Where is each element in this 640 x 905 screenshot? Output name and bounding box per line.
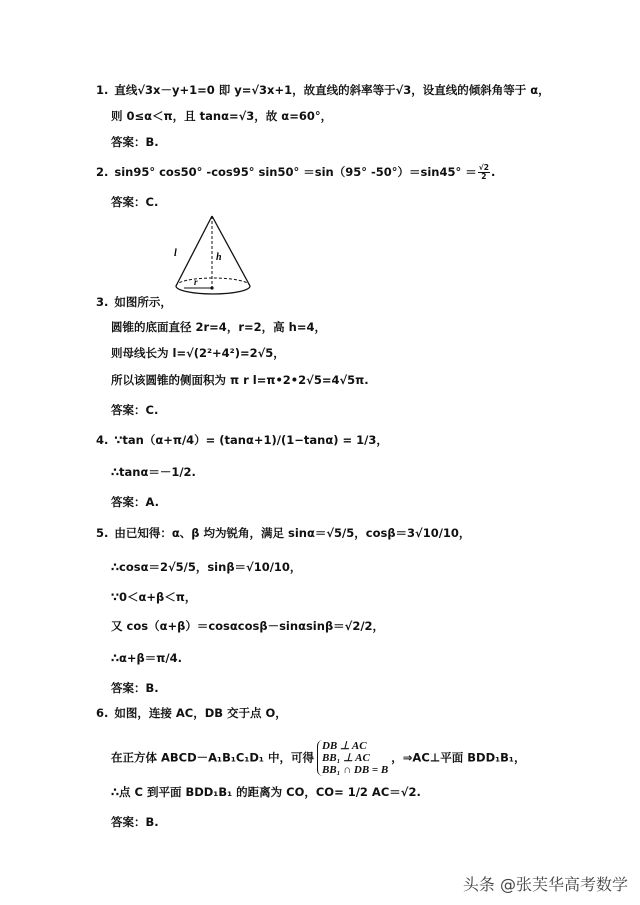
brace-condition: BB₁ ⊥ AC (321, 752, 370, 764)
item-6-line-1 (96, 705, 287, 721)
item-text: sin95° cos50° -cos95° sin50° ＝sin（95° -50°）＝sin45° ＝ (114, 165, 477, 179)
item-4-answer: 答案：A. (111, 495, 159, 509)
item-number: 6. (96, 706, 109, 720)
brace-condition: BB₁ ∩ DB = B (321, 764, 389, 776)
item-text: 如图所示， (114, 295, 172, 309)
item-1-answer: 答案：B. (111, 135, 159, 149)
item-3-line-2: 圆锥的底面直径 2r=4，r=2，高 h=4， (111, 320, 326, 334)
item-6-line-3: ∴点 C 到平面 BDD₁B₁ 的距离为 CO，CO= 1/2 AC＝√2. (111, 785, 421, 799)
label-l: l (174, 248, 177, 259)
item-2-answer: 答案：C. (111, 195, 159, 209)
condition-brace (317, 740, 388, 776)
item-5-line-3: ∵0＜α+β＜π， (111, 590, 197, 604)
item-text: 如图，连接 AC，DB 交于点 O， (114, 706, 287, 720)
item-number: 4. (96, 433, 109, 447)
item-number: 1. (96, 83, 109, 97)
item-3-line-4: 所以该圆锥的侧面积为 π r l=π•2•2√5=4√5π. (111, 373, 369, 387)
label-r: r (194, 277, 198, 287)
item-2-line-1 (96, 164, 495, 181)
item-5-line-4: 又 cos（α+β）＝cosαcosβ－sinαsinβ＝√2/2， (111, 619, 385, 633)
cone-center (210, 286, 213, 289)
item-1-line-2: 则 0≤α＜π，且 tanα=√3，故 α=60°， (111, 109, 333, 123)
fraction-numerator: √2 (478, 163, 489, 172)
item-6-answer: 答案：B. (111, 815, 159, 829)
item-text: ，⇒AC⊥平面 BDD₁B₁， (391, 750, 526, 765)
label-h: h (216, 252, 222, 263)
item-3-answer: 答案：C. (111, 403, 159, 417)
item-text: ∵tan（α+π/4）= (tanα+1)/(1−tanα) = 1/3， (114, 433, 388, 447)
fraction-denominator: 2 (481, 172, 487, 181)
item-text: 直线√3x－y+1=0 即 y=√3x+1，故直线的斜率等于√3，设直线的倾斜角等于 α， (114, 83, 550, 97)
item-4-line-1 (96, 432, 388, 448)
cone-left-edge (176, 216, 212, 286)
item-text: 由已知得：α、β 均为锐角，满足 sinα＝√5/5，cosβ＝3√10/10， (114, 526, 471, 540)
item-number: 2. (96, 165, 109, 179)
cone-right-edge (212, 216, 250, 286)
item-number: 5. (96, 526, 109, 540)
item-number: 3. (96, 295, 109, 309)
item-1-line-1 (96, 82, 550, 98)
item-5-line-1 (96, 525, 470, 541)
item-5-line-5: ∴α+β＝π/4. (111, 651, 182, 665)
watermark: 头条 @张芙华高考数学 (462, 875, 628, 894)
cone-figure (164, 212, 264, 304)
cone-base-back (176, 278, 250, 286)
item-3-line-1 (96, 294, 172, 310)
item-5-line-2: ∴cosα＝2√5/5，sinβ＝√10/10， (111, 560, 302, 574)
item-5-answer: 答案：B. (111, 681, 159, 695)
brace-condition: DB ⊥ AC (321, 740, 367, 752)
item-6-line-2 (111, 740, 525, 776)
fraction (478, 164, 490, 181)
punctuation: . (490, 165, 496, 179)
item-text: 在正方体 ABCD－A₁B₁C₁D₁ 中，可得 (111, 750, 314, 765)
item-4-line-2: ∴tanα＝－1/2. (111, 465, 196, 479)
item-3-line-3: 则母线长为 l=√(2²+4²)=2√5， (111, 346, 285, 360)
